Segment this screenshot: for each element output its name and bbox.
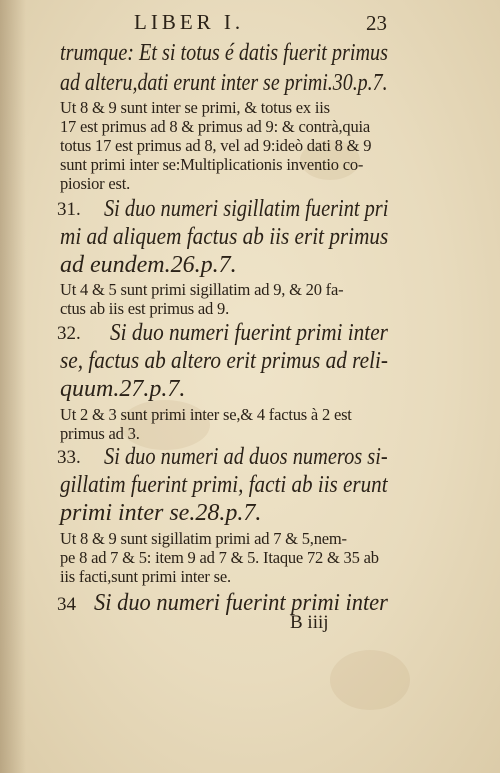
text-line: iis facti,sunt primi inter se. (60, 567, 231, 586)
text-line: Si duo numeri fuerint primi inter (94, 590, 388, 616)
text-line: Ut 4 & 5 sunt primi sigillatim ad 9, & 20 fa- (60, 280, 344, 299)
text-line: quum.27.p.7. (60, 376, 186, 402)
text-line: trumque: Et si totus é datis fuerit primus (60, 40, 388, 66)
text-line: mi ad aliquem factus ab iis erit primus (60, 224, 389, 250)
signature-mark: B iiij (290, 612, 329, 633)
text-line: se, factus ab altero erit primus ad reli- (60, 348, 388, 374)
proposition-number: 34 (57, 594, 76, 615)
text-line: ctus ab iis est primus ad 9. (60, 299, 230, 318)
text-line: Si duo numeri ad duos numeros si- (104, 444, 388, 470)
proposition-number: 31. (57, 199, 81, 220)
text-line: primi inter se.28.p.7. (60, 500, 262, 526)
text-line: sunt primi inter se:Multiplicationis inventio co- (60, 155, 364, 174)
running-title: LIBER I. (134, 10, 245, 34)
text-line: pe 8 ad 7 & 5: item 9 ad 7 & 5. Itaque 72 & 35 ab (60, 548, 379, 567)
proposition-number: 33. (57, 447, 81, 468)
text-line: ad alteru,dati erunt inter se primi.30.p.7. (60, 70, 388, 96)
text-line: Si duo numeri fuerint primi inter (110, 320, 388, 346)
text-line: ad eundem.26.p.7. (60, 252, 237, 278)
text-line: piosior est. (60, 174, 131, 193)
text-line: 17 est primus ad 8 & primus ad 9: & contrà,quia (60, 117, 371, 136)
text-line: Ut 8 & 9 sunt inter se primi, & totus ex iis (60, 98, 330, 117)
text-line: primus ad 3. (60, 424, 140, 443)
text-line: gillatim fuerint primi, facti ab iis erunt (60, 472, 388, 498)
text-line: Ut 2 & 3 sunt primi inter se,& 4 factus à 2 est (60, 405, 352, 424)
proposition-number: 32. (57, 323, 81, 344)
foxing-stain (330, 650, 410, 710)
text-line: Si duo numeri sigillatim fuerint pri (104, 196, 389, 222)
page-number: 23 (366, 11, 387, 35)
text-line: Ut 8 & 9 sunt sigillatim primi ad 7 & 5,nem- (60, 529, 347, 548)
text-line: totus 17 est primus ad 8, vel ad 9:ideò dati 8 & 9 (60, 136, 372, 155)
gutter-shadow (0, 0, 26, 773)
